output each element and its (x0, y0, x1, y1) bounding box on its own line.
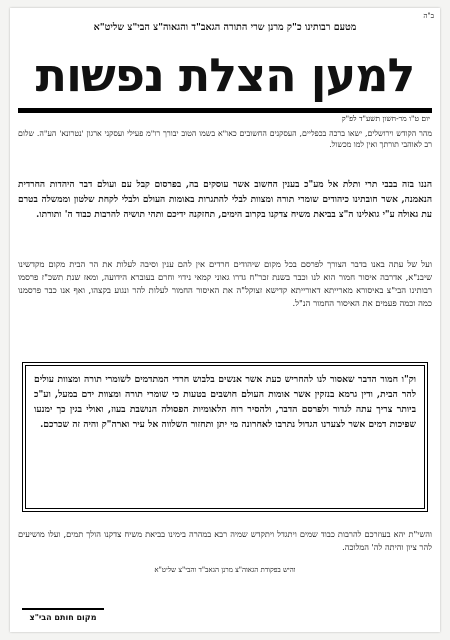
paragraph-greeting: מהר הקודש וירושלים, ישאו ברכה בכפליים, העסקנים החשובים כאו"א בשמו הטוב יבורך רו"מ פעילי ועסקני ארגון 'נטרונא' הע"ה. שלום רב לאוהבי תורתך ואין למו מכשול. (18, 129, 432, 149)
stamp-rule (22, 608, 104, 610)
stamp-label: מקום חותם הבי"צ (29, 613, 97, 622)
date-line: יום ט"ו מר-חשון תשע"ד לפ"ק (341, 114, 430, 123)
warning-text: וק"ו חמור הדבר שאסור לנו להחריש כעת אשר אנשים בלבוש חרדי המתדמים לשומרי תורה ומצוות עולים להר הבית, ודין גרמא בנזקין אשר אומות העולם חושבים בטעות כי שומרי תורה ומצוות ידם במעל, וע"כ ביותר צריך עתה לגדור ולפרסם הדבר, ולהסיר רוח הלאומיות הפסולה הנושבת בעוז, ואולי בגין כך ימנעו שפיכות דמים אשר לצערנו הגדול נתרבו לאחרונה מי יתן ותחזור השלווה אל עיר וארה"ק והיה זה שכרכם. (34, 374, 416, 430)
warning-box (22, 362, 428, 512)
stamp-area (22, 608, 104, 622)
closing-paragraph: והשי"ת יהא בעוזרכם להרבות כבוד שמים ויתגדל ויתקדש שמיה רבא במהרה בימינו בביאת משיח צדקנו הולך תמים, ועלו מושיעים להר ציון והיתה לה' המלוכה. (18, 529, 432, 552)
signature-line: והיש בפקודת הגאוה"צ מרנן הגאב"ד והבי"צ שליט"א (154, 566, 296, 574)
poster-page (10, 8, 440, 632)
paragraph-temple-mount: ועל של עתה באנו בדבר הצורך לפרסם בכל מקום שיהודים חרדים אין להם ענין וסיבה לעלות את הר הבית מקום מקדשינו שיבנ"א, אדרבה איסור חמור הוא לנו וכבר בשנת זכר"ח גדרו גאוני קמאי נידוי וחרם בעוברא הידועה, ומאז שנת תשכ"ז פרסמו רבותינו הבי"צ באיסורא מארייתא דאורייתא קדישא זצוקל"ה את האיסור החמור לעלות להר ונגוע בקצהו, ואף אנו כבר פרסמנו כמה וכמה פעמים את האיסור החמור הנ"ל. (18, 259, 432, 308)
paragraph-main: הננו בזה בבבי תרי ותלת אל מע"כ בענין החשוב אשר עוסקים בה, בפרסום קבל עם ועולם דבר היהדות החרדית הנאמנה, אשר חובתינו כיהודים שומרי תורה ומצוות לבלי להתגרות באומות העולם ולבלי לקחת שלטון וממשלה בטרם עת גאולה ע"י גואלינו ה"צ בביאת משיח צדקנו בקרוב הימים, תחזקנה ידיכם ותהי תושיה להרבות כבוד ה' ותורתו. (18, 180, 432, 220)
main-title: למען הצלת נפשות (18, 42, 432, 113)
bsd-mark: ב"ה (423, 12, 434, 20)
header-line: מטעם רבותינו כ"ק מרנן שרי התורה הגאב"ד והגאוה"צ הבי"צ שליט"א (93, 22, 357, 33)
